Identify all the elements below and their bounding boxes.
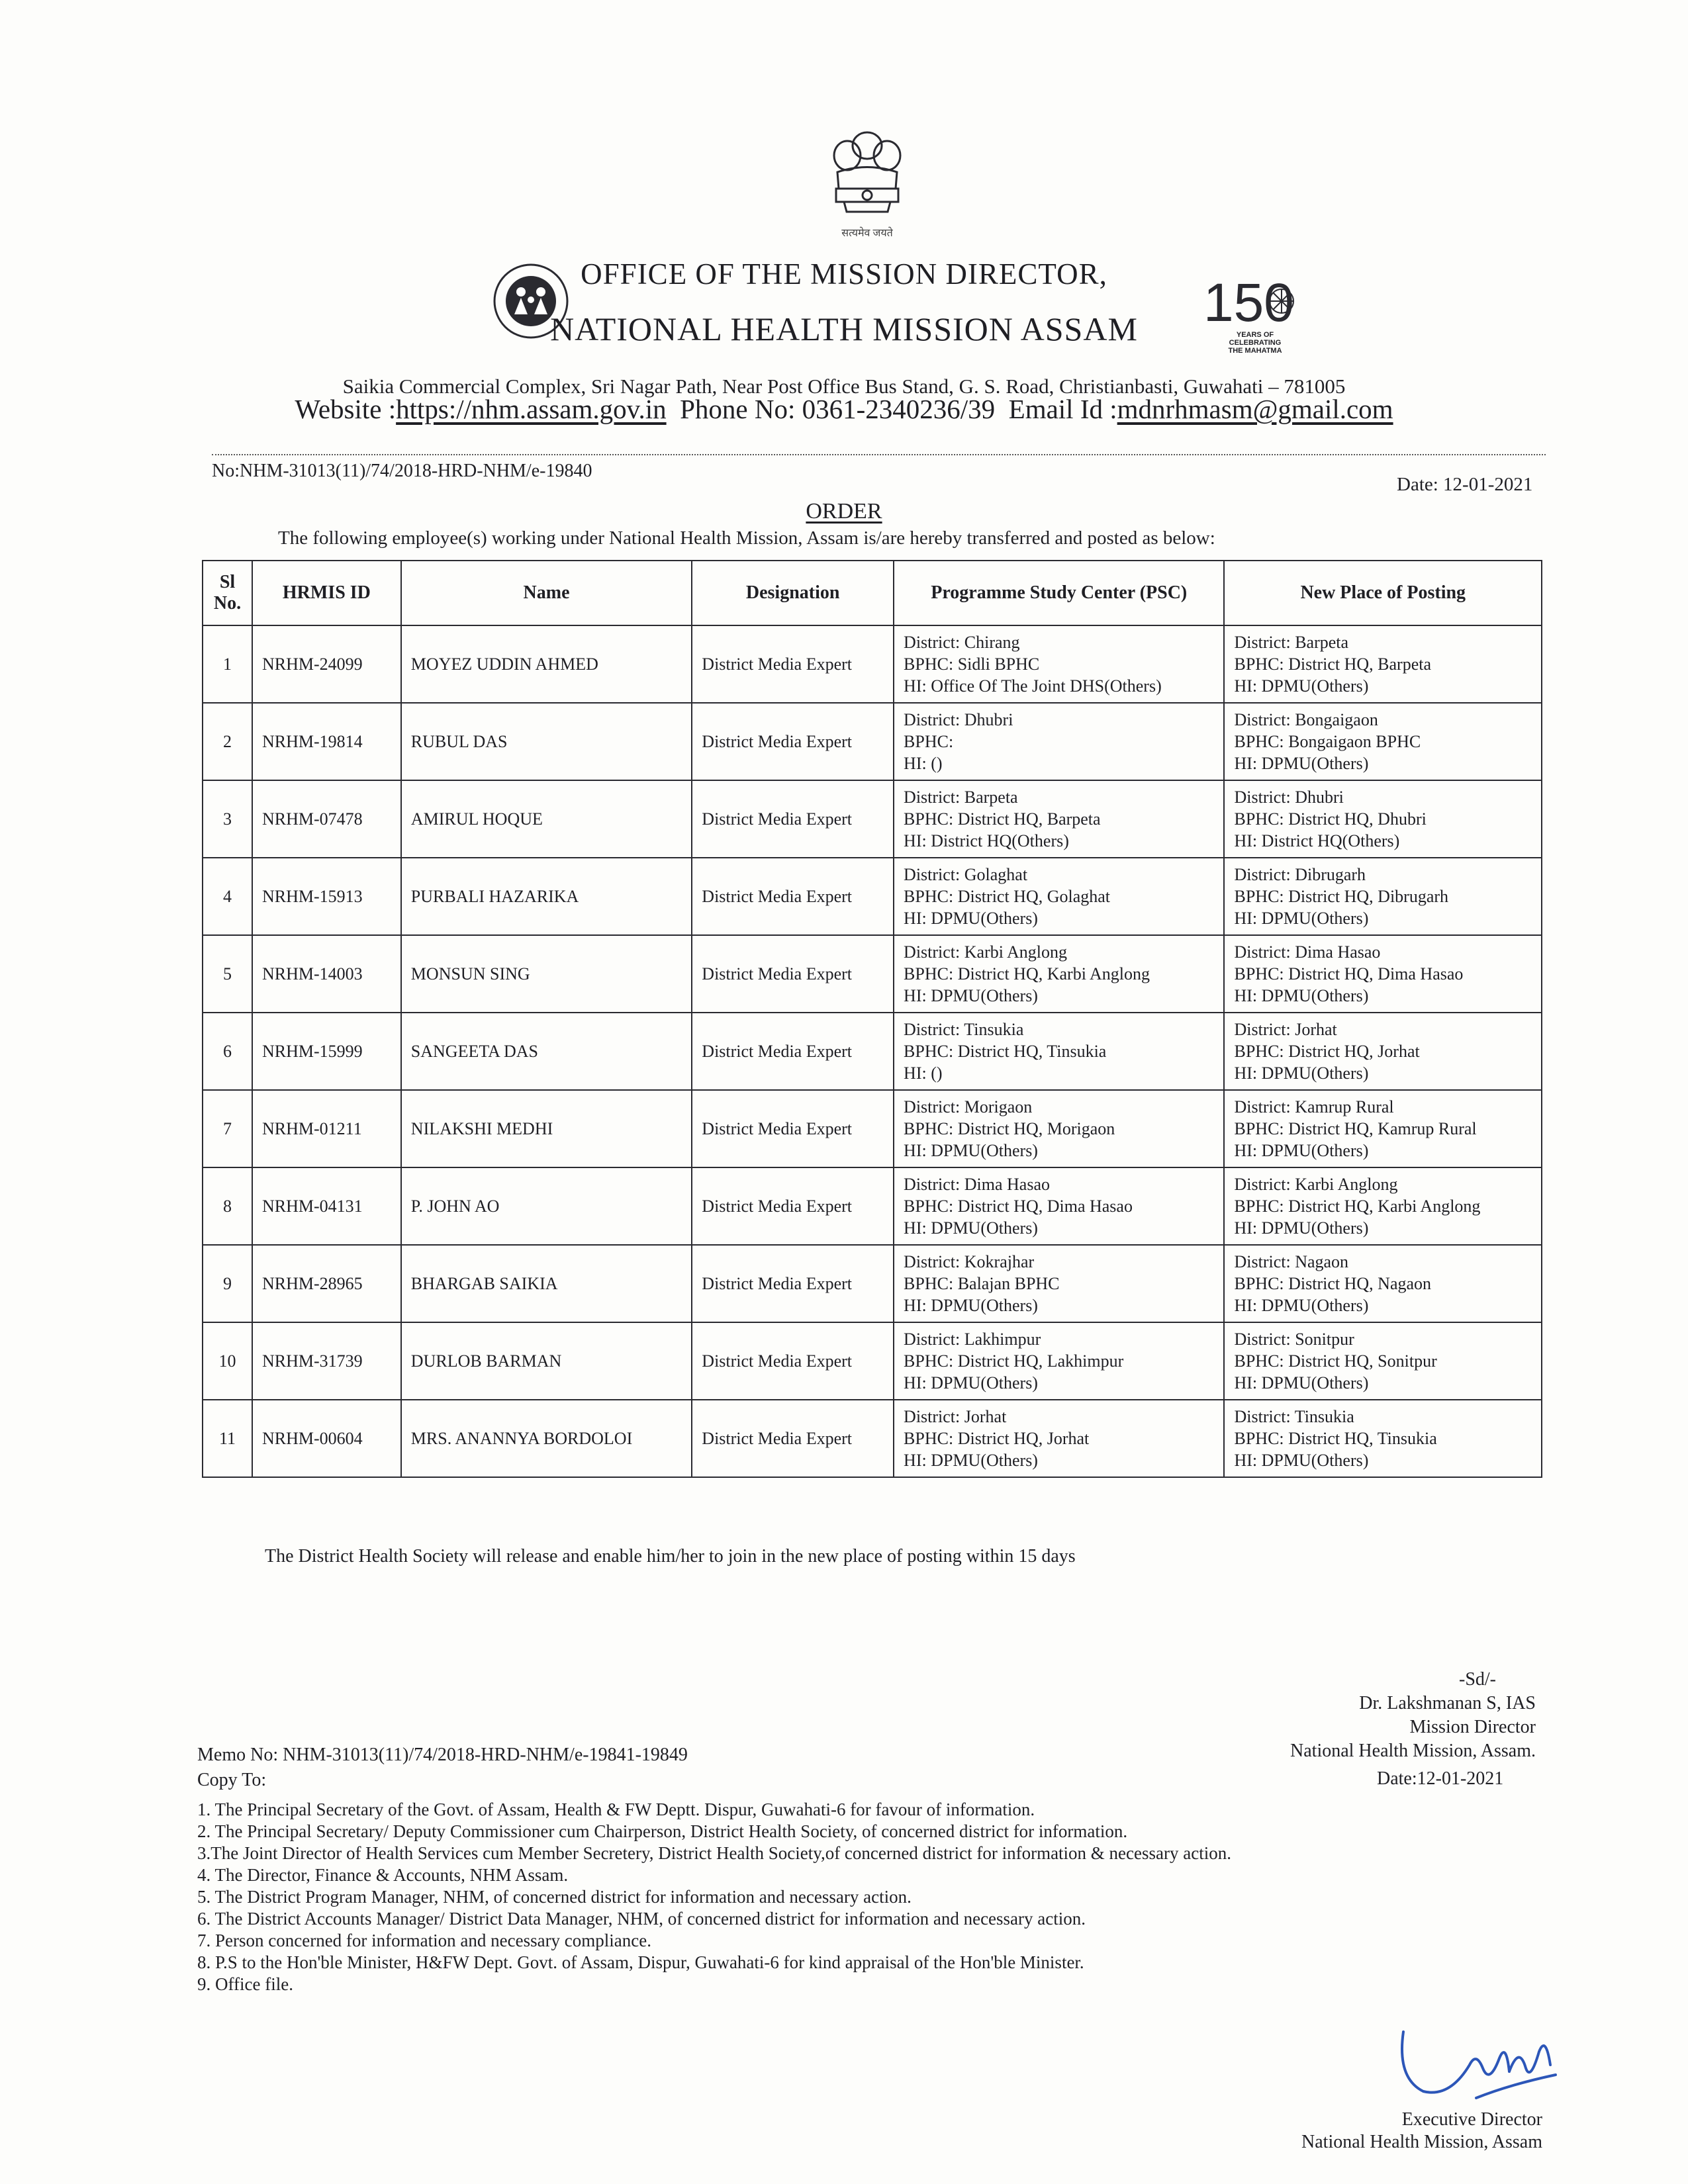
cell-psc <box>894 625 1224 703</box>
organization-title: NATIONAL HEALTH MISSION ASSAM <box>550 310 1138 347</box>
copy-to-list <box>197 1799 1231 1995</box>
signatory-name: Dr. Lakshmanan S, IAS <box>1359 1693 1536 1713</box>
cell-name: SANGEETA DAS <box>401 1013 692 1090</box>
psc-line: District: Tinsukia <box>904 1020 1024 1039</box>
posting-line: BPHC: District HQ, Kamrup Rural <box>1234 1119 1477 1138</box>
cell-sl: 11 <box>203 1400 252 1477</box>
posting-line: BPHC: District HQ, Barpeta <box>1234 655 1432 674</box>
cell-hrmis-id: NRHM-07478 <box>252 780 401 858</box>
cell-designation: District Media Expert <box>692 1013 894 1090</box>
cell-psc <box>894 703 1224 780</box>
posting-line: District: Karbi Anglong <box>1234 1175 1398 1194</box>
posting-line: HI: DPMU(Others) <box>1234 754 1369 773</box>
posting-line: District: Nagaon <box>1234 1252 1349 1271</box>
psc-line: BPHC: District HQ, Lakhimpur <box>904 1351 1124 1371</box>
cell-designation: District Media Expert <box>692 780 894 858</box>
cell-sl: 2 <box>203 703 252 780</box>
executive-org: National Health Mission, Assam <box>1301 2132 1542 2152</box>
psc-line: HI: DPMU(Others) <box>904 909 1038 928</box>
cell-posting <box>1224 1400 1542 1477</box>
cell-sl: 8 <box>203 1167 252 1245</box>
col-header-name: Name <box>401 561 692 625</box>
memo-no: Memo No: NHM-31013(11)/74/2018-HRD-NHM/e-19841-19849 <box>197 1745 688 1765</box>
posting-line: BPHC: District HQ, Nagaon <box>1234 1274 1432 1293</box>
cell-hrmis-id: NRHM-14003 <box>252 935 401 1013</box>
cell-hrmis-id: NRHM-01211 <box>252 1090 401 1167</box>
posting-line: District: Sonitpur <box>1234 1330 1354 1349</box>
cell-designation: District Media Expert <box>692 1090 894 1167</box>
copy-to-label: Copy To: <box>197 1770 267 1790</box>
posting-line: HI: DPMU(Others) <box>1234 1451 1369 1470</box>
table-row <box>203 703 1542 780</box>
psc-line: HI: DPMU(Others) <box>904 1451 1038 1470</box>
handwritten-signature-icon <box>1377 2005 1575 2118</box>
cell-sl: 10 <box>203 1322 252 1400</box>
psc-line: HI: DPMU(Others) <box>904 1373 1038 1392</box>
cell-posting <box>1224 935 1542 1013</box>
psc-line: BPHC: Sidli BPHC <box>904 655 1040 674</box>
table-row <box>203 935 1542 1013</box>
order-intro: The following employee(s) working under National Health Mission, Assam is/are hereby transferred and posted as below: <box>278 527 1215 549</box>
copy-to-item: 5. The District Program Manager, NHM, of concerned district for information and necessary action. <box>197 1887 912 1907</box>
posting-line: BPHC: Bongaigaon BPHC <box>1234 732 1421 751</box>
contact-line: Website :https://nhm.assam.gov.in Phone No: 0361-2340236/39 Email Id :mdnrhmasm@gmail.com <box>295 394 1393 424</box>
cell-posting <box>1224 1090 1542 1167</box>
cell-psc <box>894 1245 1224 1322</box>
psc-line: HI: () <box>904 754 943 773</box>
emblem-caption: सत्यमेव जयते <box>841 228 893 239</box>
cell-psc <box>894 1322 1224 1400</box>
copy-to-item: 9. Office file. <box>197 1974 293 1994</box>
posting-line: HI: DPMU(Others) <box>1234 676 1369 696</box>
cell-posting <box>1224 858 1542 935</box>
cell-hrmis-id: NRHM-15913 <box>252 858 401 935</box>
cell-psc <box>894 1090 1224 1167</box>
posting-line: District: Kamrup Rural <box>1234 1097 1394 1116</box>
col-header-sl: Sl No. <box>203 561 252 625</box>
table-row <box>203 1322 1542 1400</box>
phone-number: Phone No: 0361-2340236/39 <box>680 394 996 424</box>
cell-name: BHARGAB SAIKIA <box>401 1245 692 1322</box>
copy-to-item: 7. Person concerned for information and necessary compliance. <box>197 1931 651 1950</box>
copy-to-item: 4. The Director, Finance & Accounts, NHM Assam. <box>197 1865 569 1885</box>
cell-sl: 1 <box>203 625 252 703</box>
state-emblem-icon <box>824 126 910 225</box>
cell-posting <box>1224 780 1542 858</box>
posting-line: BPHC: District HQ, Sonitpur <box>1234 1351 1437 1371</box>
gandhi-number: 150 <box>1203 273 1294 333</box>
psc-line: District: Dima Hasao <box>904 1175 1050 1194</box>
col-header-designation: Designation <box>692 561 894 625</box>
executive-title: Executive Director <box>1401 2109 1542 2130</box>
posting-line: HI: DPMU(Others) <box>1234 1373 1369 1392</box>
psc-line: BPHC: District HQ, Morigaon <box>904 1119 1115 1138</box>
posting-line: District: Tinsukia <box>1234 1407 1354 1426</box>
office-address: Saikia Commercial Complex, Sri Nagar Path, Near Post Office Bus Stand, G. S. Road, Christianbasti, Guwahati – 781005 <box>342 375 1346 398</box>
psc-line: HI: DPMU(Others) <box>904 1296 1038 1315</box>
cell-hrmis-id: NRHM-28965 <box>252 1245 401 1322</box>
psc-line: BPHC: District HQ, Karbi Anglong <box>904 964 1150 983</box>
posting-line: HI: DPMU(Others) <box>1234 986 1369 1005</box>
cell-sl: 5 <box>203 935 252 1013</box>
release-note: The District Health Society will release and enable him/her to join in the new place of posting within 15 days <box>265 1546 1076 1567</box>
posting-line: HI: DPMU(Others) <box>1234 1296 1369 1315</box>
cell-designation: District Media Expert <box>692 1167 894 1245</box>
psc-line: BPHC: District HQ, Golaghat <box>904 887 1111 906</box>
cell-name: AMIRUL HOQUE <box>401 780 692 858</box>
signatory-title: Mission Director <box>1409 1717 1536 1737</box>
psc-line: District: Karbi Anglong <box>904 942 1068 962</box>
copy-to-item: 8. P.S to the Hon'ble Minister, H&FW Dept. Govt. of Assam, Dispur, Guwahati-6 for kind appraisal of the Hon'ble Minister. <box>197 1952 1084 1972</box>
col-header-hrmis: HRMIS ID <box>252 561 401 625</box>
cell-sl: 9 <box>203 1245 252 1322</box>
cell-sl: 4 <box>203 858 252 935</box>
psc-line: HI: DPMU(Others) <box>904 1141 1038 1160</box>
psc-line: BPHC: Balajan BPHC <box>904 1274 1060 1293</box>
cell-designation: District Media Expert <box>692 1322 894 1400</box>
cell-psc <box>894 1013 1224 1090</box>
cell-designation: District Media Expert <box>692 1400 894 1477</box>
psc-line: HI: () <box>904 1064 943 1083</box>
sd-mark: -Sd/- <box>1459 1669 1496 1690</box>
cell-name: DURLOB BARMAN <box>401 1322 692 1400</box>
psc-line: District: Dhubri <box>904 710 1013 729</box>
table-row <box>203 625 1542 703</box>
order-heading: ORDER <box>806 499 882 523</box>
psc-line: District: Golaghat <box>904 865 1028 884</box>
cell-hrmis-id: NRHM-31739 <box>252 1322 401 1400</box>
table-row <box>203 1400 1542 1477</box>
cell-psc <box>894 935 1224 1013</box>
posting-line: BPHC: District HQ, Tinsukia <box>1234 1429 1437 1448</box>
table-header-row <box>203 561 1542 625</box>
table-row <box>203 780 1542 858</box>
table-row <box>203 858 1542 935</box>
email-link[interactable]: mdnrhmasm@gmail.com <box>1117 394 1393 424</box>
cell-sl: 7 <box>203 1090 252 1167</box>
posting-line: District: Jorhat <box>1234 1020 1337 1039</box>
posting-line: District: Dibrugarh <box>1234 865 1366 884</box>
cell-psc <box>894 1400 1224 1477</box>
cell-posting <box>1224 1167 1542 1245</box>
cell-sl: 3 <box>203 780 252 858</box>
posting-line: District: Bongaigaon <box>1234 710 1378 729</box>
cell-posting <box>1224 1322 1542 1400</box>
cell-sl: 6 <box>203 1013 252 1090</box>
psc-line: District: Lakhimpur <box>904 1330 1041 1349</box>
signatory-block <box>1192 1668 1536 1763</box>
psc-line: BPHC: <box>904 732 954 751</box>
posting-line: HI: DPMU(Others) <box>1234 1141 1369 1160</box>
header-divider <box>212 454 1546 455</box>
psc-line: BPHC: District HQ, Tinsukia <box>904 1042 1107 1061</box>
table-row <box>203 1167 1542 1245</box>
posting-line: District: Dima Hasao <box>1234 942 1381 962</box>
posting-line: BPHC: District HQ, Karbi Anglong <box>1234 1197 1481 1216</box>
cell-hrmis-id: NRHM-15999 <box>252 1013 401 1090</box>
posting-line: HI: DPMU(Others) <box>1234 909 1369 928</box>
signatory-org: National Health Mission, Assam. <box>1290 1741 1536 1761</box>
copy-to-item: 1. The Principal Secretary of the Govt. of Assam, Health & FW Deptt. Dispur, Guwahati-6 for favour of information. <box>197 1799 1035 1819</box>
posting-line: BPHC: District HQ, Dibrugarh <box>1234 887 1449 906</box>
cell-designation: District Media Expert <box>692 935 894 1013</box>
col-header-psc: Programme Study Center (PSC) <box>894 561 1224 625</box>
posting-line: BPHC: District HQ, Dima Hasao <box>1234 964 1464 983</box>
psc-line: District: Kokrajhar <box>904 1252 1035 1271</box>
table-row <box>203 1013 1542 1090</box>
cell-hrmis-id: NRHM-19814 <box>252 703 401 780</box>
copy-to-item: 3.The Joint Director of Health Services cum Member Secretery, District Health Society,of concerned district for information & necessary action. <box>197 1843 1231 1863</box>
cell-designation: District Media Expert <box>692 625 894 703</box>
psc-line: District: Chirang <box>904 633 1020 652</box>
cell-posting <box>1224 625 1542 703</box>
cell-designation: District Media Expert <box>692 858 894 935</box>
cell-hrmis-id: NRHM-04131 <box>252 1167 401 1245</box>
posting-line: HI: DPMU(Others) <box>1234 1218 1369 1238</box>
posting-line: HI: District HQ(Others) <box>1234 831 1400 850</box>
cell-psc <box>894 858 1224 935</box>
psc-line: District: Barpeta <box>904 788 1018 807</box>
cell-name: P. JOHN AO <box>401 1167 692 1245</box>
psc-line: BPHC: District HQ, Jorhat <box>904 1429 1090 1448</box>
cell-hrmis-id: NRHM-00604 <box>252 1400 401 1477</box>
col-header-posting: New Place of Posting <box>1224 561 1542 625</box>
cell-posting <box>1224 1013 1542 1090</box>
cell-posting <box>1224 703 1542 780</box>
psc-line: BPHC: District HQ, Barpeta <box>904 809 1101 829</box>
cell-psc <box>894 780 1224 858</box>
cell-name: PURBALI HAZARIKA <box>401 858 692 935</box>
posting-line: District: Dhubri <box>1234 788 1344 807</box>
office-title: OFFICE OF THE MISSION DIRECTOR, <box>581 257 1107 291</box>
cell-name: MOYEZ UDDIN AHMED <box>401 625 692 703</box>
cell-designation: District Media Expert <box>692 703 894 780</box>
cell-name: MONSUN SING <box>401 935 692 1013</box>
posting-line: District: Barpeta <box>1234 633 1349 652</box>
table-row <box>203 1090 1542 1167</box>
cell-name: NILAKSHI MEDHI <box>401 1090 692 1167</box>
posting-line: HI: DPMU(Others) <box>1234 1064 1369 1083</box>
executive-director-block <box>1225 2109 1542 2154</box>
cell-name: MRS. ANANNYA BORDOLOI <box>401 1400 692 1477</box>
posting-line: BPHC: District HQ, Jorhat <box>1234 1042 1420 1061</box>
cell-psc <box>894 1167 1224 1245</box>
copy-to-item: 6. The District Accounts Manager/ District Data Manager, NHM, of concerned district for information and necessary action. <box>197 1909 1086 1929</box>
psc-line: HI: District HQ(Others) <box>904 831 1069 850</box>
cell-name: RUBUL DAS <box>401 703 692 780</box>
psc-line: HI: DPMU(Others) <box>904 986 1038 1005</box>
memo-date: Date:12-01-2021 <box>1377 1768 1504 1789</box>
cell-designation: District Media Expert <box>692 1245 894 1322</box>
transfer-table <box>202 560 1542 1478</box>
posting-line: BPHC: District HQ, Dhubri <box>1234 809 1427 829</box>
copy-to-item: 2. The Principal Secretary/ Deputy Commissioner cum Chairperson, District Health Society, of concerned district for information. <box>197 1821 1128 1841</box>
order-ref-no: No:NHM-31013(11)/74/2018-HRD-NHM/e-19840 <box>212 461 592 481</box>
cell-posting <box>1224 1245 1542 1322</box>
gandhi-caption: YEARS OF CELEBRATING THE MAHATMA <box>1228 331 1282 355</box>
table-row <box>203 1245 1542 1322</box>
psc-line: HI: Office Of The Joint DHS(Others) <box>904 676 1162 696</box>
psc-line: BPHC: District HQ, Dima Hasao <box>904 1197 1133 1216</box>
cell-hrmis-id: NRHM-24099 <box>252 625 401 703</box>
psc-line: HI: DPMU(Others) <box>904 1218 1038 1238</box>
psc-line: District: Morigaon <box>904 1097 1033 1116</box>
psc-line: District: Jorhat <box>904 1407 1007 1426</box>
website-link[interactable]: https://nhm.assam.gov.in <box>396 394 667 424</box>
order-date: Date: 12-01-2021 <box>1397 474 1533 495</box>
